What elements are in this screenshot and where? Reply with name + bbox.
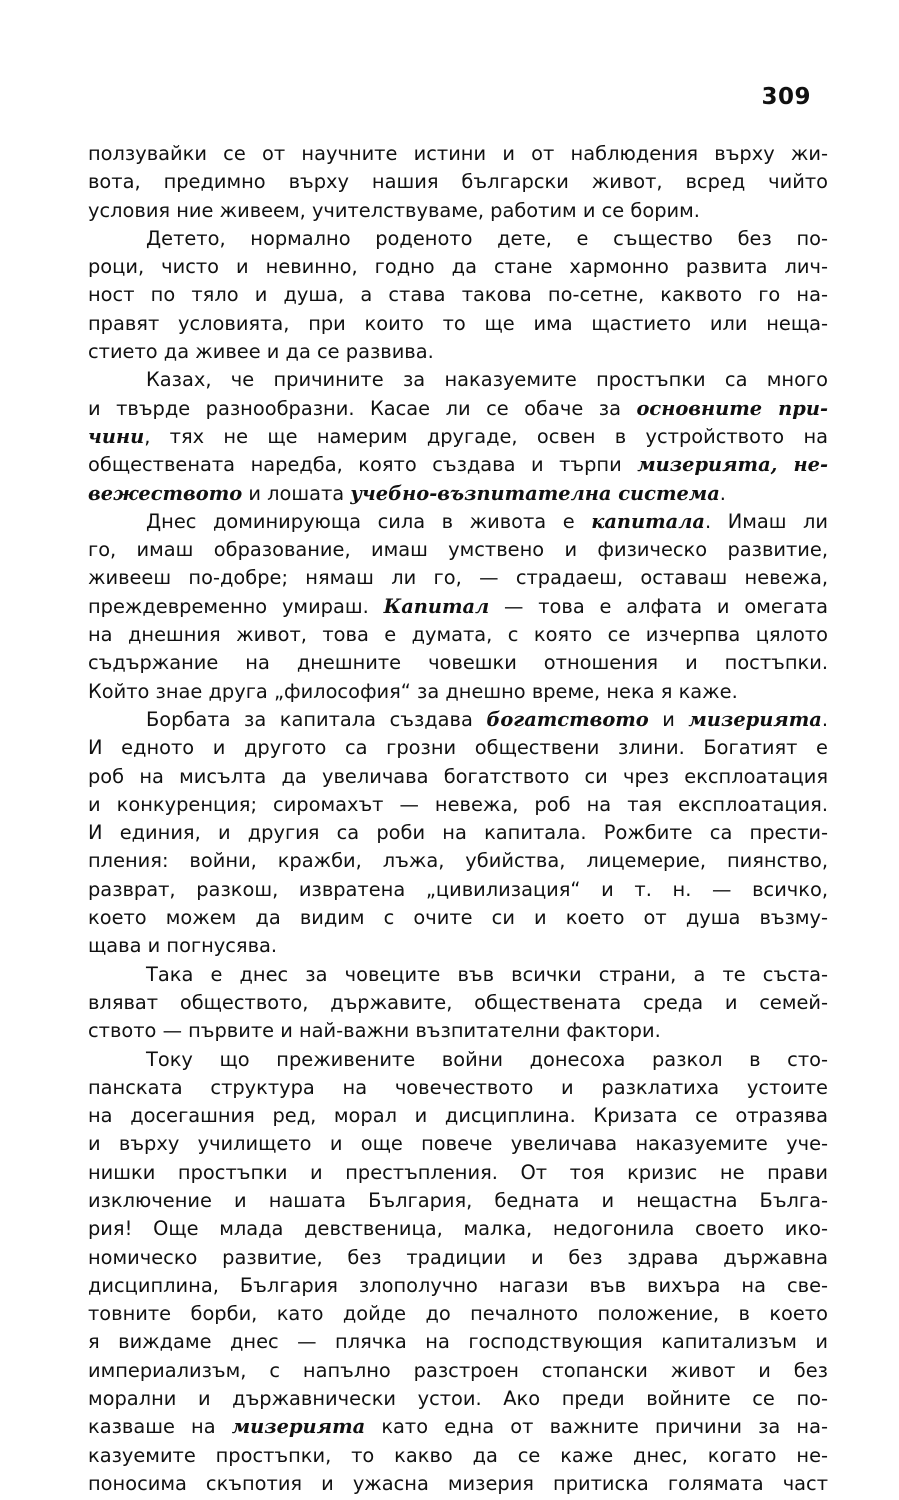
text-segment: щава и погнусява. xyxy=(88,934,278,958)
text-segment: което можем да видим с очите си и което от душа възму- xyxy=(88,906,828,930)
text-segment: казуемите простъпки, то какво да се каже днес, когато не- xyxy=(88,1443,828,1467)
text-line xyxy=(88,1074,828,1102)
text-line xyxy=(88,480,828,508)
text-segment: го, имаш образование, имаш умствено и физическо развитие, xyxy=(88,538,828,562)
text-segment: — това е алфата и омегата xyxy=(489,594,828,618)
text-line xyxy=(88,281,828,309)
text-line xyxy=(88,932,828,960)
text-segment: на днешния живот, това е думата, с която се изчерпва цялото xyxy=(88,623,828,647)
text-line xyxy=(88,678,828,706)
text-segment: Днес доминирующа сила в живота е xyxy=(146,509,592,533)
text-line xyxy=(88,253,828,281)
text-line xyxy=(88,140,828,168)
text-segment: я виждаме днес — плячка на господствующия капитализъм и xyxy=(88,1330,828,1354)
text-segment: Току що преживените войни донесоха разкол в сто- xyxy=(146,1047,828,1071)
text-segment: Детето, нормално роденото дете, е същество без по- xyxy=(146,226,828,250)
text-segment: Казах, че причините за наказуемите простъпки са много xyxy=(146,368,828,392)
text-segment: правят условията, при които то ще има щастието или неща- xyxy=(88,311,828,335)
text-segment: пления: войни, кражби, лъжа, убийства, лицемерие, пиянство, xyxy=(88,849,828,873)
body-text xyxy=(88,140,828,1498)
text-segment: ството — първите и най-важни възпитателни фактори. xyxy=(88,1019,661,1043)
text-line xyxy=(88,876,828,904)
text-segment: Борбата за капитала създава xyxy=(146,707,487,731)
text-line xyxy=(88,1130,828,1158)
text-segment: . Имаш ли xyxy=(704,509,828,533)
emphasized-text: основните при- xyxy=(636,396,828,420)
text-line xyxy=(88,706,828,734)
text-line xyxy=(88,649,828,677)
text-line xyxy=(88,1328,828,1356)
text-segment: изключение и нашата България, бедната и нещастна Бълга- xyxy=(88,1188,828,1212)
text-segment: роци, чисто и невинно, годно да стане хармонно развита лич- xyxy=(88,255,828,279)
text-line xyxy=(88,961,828,989)
text-segment: империализъм, с напълно разстроен стопански живот и без xyxy=(88,1358,828,1382)
text-line xyxy=(88,451,828,479)
text-segment: товните борби, като дойде до печалното положение, в което xyxy=(88,1302,828,1326)
text-line xyxy=(88,1300,828,1328)
text-line xyxy=(88,168,828,196)
text-segment: като една от важните причини за на- xyxy=(365,1415,828,1439)
text-segment: на досегашния ред, морал и дисциплина. Кризата се отразява xyxy=(88,1104,828,1128)
emphasized-text: капитала xyxy=(591,509,705,533)
text-segment: казваше на xyxy=(88,1415,232,1439)
text-segment: обществената наредба, която създава и търпи xyxy=(88,453,638,477)
text-line xyxy=(88,1413,828,1441)
text-line xyxy=(88,338,828,366)
text-line xyxy=(88,1357,828,1385)
text-segment: морални и държавнически устои. Ако преди войните се по- xyxy=(88,1387,828,1411)
emphasized-text: богатството xyxy=(486,707,649,731)
text-segment: ползувайки се от научните истини и от наблюдения върху жи- xyxy=(88,142,828,165)
text-line xyxy=(88,1244,828,1272)
text-line xyxy=(88,1470,828,1498)
text-line xyxy=(88,225,828,253)
text-segment: преждевременно умираш. xyxy=(88,594,384,618)
text-segment: дисциплина, България злополучно нагази във вихъра на све- xyxy=(88,1273,828,1297)
text-segment: разврат, разкош, извратена „цивилизация“ и т. н. — всичко, xyxy=(88,877,828,901)
text-segment: и твърде разнообразни. Касае ли се обаче за xyxy=(88,396,637,420)
text-line xyxy=(88,197,828,225)
page-number: 309 xyxy=(761,84,811,110)
emphasized-text: учебно-възпитателна система xyxy=(350,481,720,505)
text-line xyxy=(88,1442,828,1470)
text-segment: условия ние живеем, учителствуваме, работим и се борим. xyxy=(88,198,700,222)
text-line xyxy=(88,819,828,847)
text-segment: , тях не ще намерим другаде, освен в устройството на xyxy=(144,424,828,448)
text-line xyxy=(88,734,828,762)
text-segment: . xyxy=(821,707,828,731)
text-line xyxy=(88,847,828,875)
text-line xyxy=(88,423,828,451)
emphasized-text: Капитал xyxy=(383,594,490,618)
text-line xyxy=(88,1046,828,1074)
text-segment: вота, предимно върху нашия български живот, всред чийто xyxy=(88,170,828,194)
text-segment: И едното и другото са грозни обществени злини. Богатият е xyxy=(88,736,828,760)
text-segment: и конкуренция; сиромахът — невежа, роб на тая експлоатация. xyxy=(88,792,828,816)
text-line xyxy=(88,536,828,564)
text-segment: и върху училището и още повече увеличава наказуемите уче- xyxy=(88,1132,828,1156)
text-segment: панската структура на човечеството и разклатиха устоите xyxy=(88,1075,828,1099)
text-segment: И единия, и другия са роби на капитала. Рожбите са прести- xyxy=(88,821,828,845)
text-segment: рия! Още млада девственица, малка, недогонила своето ико- xyxy=(88,1217,828,1241)
text-line xyxy=(88,1187,828,1215)
text-line xyxy=(88,763,828,791)
text-line xyxy=(88,1272,828,1300)
text-segment: роб на мисълта да увеличава богатството си чрез експлоатация xyxy=(88,764,828,788)
text-line xyxy=(88,508,828,536)
text-line xyxy=(88,904,828,932)
text-segment: живееш по-добре; нямаш ли го, — страдаеш, оставаш невежа, xyxy=(88,566,828,590)
text-segment: нишки простъпки и престъпления. От тоя кризис не прави xyxy=(88,1160,828,1184)
text-segment: стието да живее и да се развива. xyxy=(88,340,434,364)
text-line xyxy=(88,1017,828,1045)
text-segment: . xyxy=(719,481,726,505)
text-line xyxy=(88,1215,828,1243)
text-line xyxy=(88,593,828,621)
emphasized-text: мизерията, не- xyxy=(637,453,829,477)
emphasized-text: вежеството xyxy=(88,481,243,505)
text-line xyxy=(88,791,828,819)
text-segment: и xyxy=(648,707,689,731)
text-segment: ност по тяло и душа, а става такова по-сетне, каквото го на- xyxy=(88,283,828,307)
text-line xyxy=(88,621,828,649)
text-line xyxy=(88,366,828,394)
text-line xyxy=(88,1385,828,1413)
text-segment: номическо развитие, без традиции и без здрава държавна xyxy=(88,1245,828,1269)
text-line xyxy=(88,989,828,1017)
emphasized-text: мизерията xyxy=(688,707,822,731)
text-segment: и лошата xyxy=(242,481,351,505)
text-line xyxy=(88,395,828,423)
text-line xyxy=(88,1102,828,1130)
emphasized-text: мизерията xyxy=(231,1415,366,1439)
text-segment: поносима скъпотия и ужасна мизерия притиска голямата част xyxy=(88,1471,828,1495)
text-line xyxy=(88,310,828,338)
text-line xyxy=(88,564,828,592)
text-segment: Така е днес за човеците във всички страни, а те съста- xyxy=(146,962,828,986)
emphasized-text: чини xyxy=(88,424,145,448)
text-segment: Който знае друга „философия“ за днешно време, нека я каже. xyxy=(88,679,738,703)
text-segment: вляват обществото, държавите, обществената среда и семей- xyxy=(88,990,828,1014)
text-line xyxy=(88,1159,828,1187)
text-segment: съдържание на днешните човешки отношения и постъпки. xyxy=(88,651,828,675)
